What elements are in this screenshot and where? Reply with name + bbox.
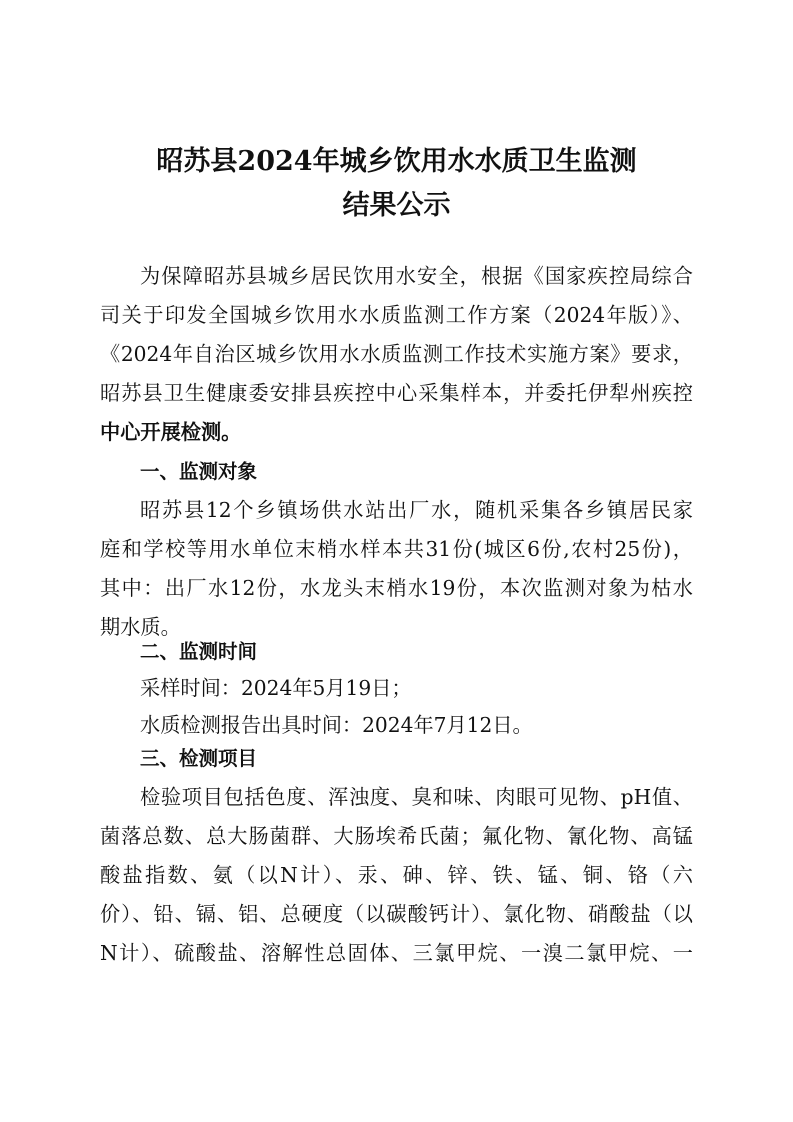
section-heading-test-items: 三、检测项目 — [140, 747, 258, 770]
object-line-2: 庭和学校等用水单位末梢水样本共31份(城区6份,农村25份)， — [100, 537, 693, 561]
intro-paragraph — [100, 257, 693, 452]
items-line-2: 菌落总数、总大肠菌群、大肠埃希氏菌；氟化物、氰化物、高锰 — [100, 824, 693, 848]
object-line-4: 期水质。 — [100, 615, 181, 639]
intro-line-1: 为保障昭苏县城乡居民饮用水安全，根据《国家疾控局综合 — [140, 264, 693, 288]
intro-line-5: 中心开展检测。 — [100, 420, 242, 444]
test-items-paragraph — [100, 778, 693, 973]
items-line-1: 检验项目包括色度、浑浊度、臭和味、肉眼可见物、pH值、 — [140, 785, 693, 809]
document-title-line2: 结果公示 — [342, 190, 451, 221]
document-title-line1: 昭苏县2024年城乡饮用水水质卫生监测 — [156, 146, 637, 177]
report-time-text: 水质检测报告出具时间：2024年7月12日。 — [140, 713, 533, 737]
object-line-1: 昭苏县12个乡镇场供水站出厂水，随机采集各乡镇居民家 — [140, 498, 693, 522]
object-line-3: 其中：出厂水12份，水龙头末梢水19份，本次监测对象为枯水 — [100, 576, 693, 600]
intro-line-3: 《2024年自治区城乡饮用水水质监测工作技术实施方案》要求， — [100, 342, 693, 366]
items-line-4: 价）、铅、镉、铝、总硬度（以碳酸钙计）、氯化物、硝酸盐（以 — [100, 902, 693, 926]
section-heading-monitoring-object: 一、监测对象 — [140, 460, 258, 483]
sampling-time-text: 采样时间：2024年5月19日； — [140, 676, 412, 700]
items-line-3: 酸盐指数、氨（以N计）、汞、砷、锌、铁、锰、铜、铬（六 — [100, 863, 693, 887]
intro-line-4: 昭苏县卫生健康委安排县疾控中心采集样本，并委托伊犁州疾控 — [100, 381, 693, 405]
section-heading-monitoring-time: 二、监测时间 — [140, 640, 258, 663]
intro-line-2: 司关于印发全国城乡饮用水水质监测工作方案（2024年版）》、 — [100, 303, 693, 327]
monitoring-object-paragraph — [100, 491, 693, 647]
items-line-5: N计）、硫酸盐、溶解性总固体、三氯甲烷、一溴二氯甲烷、一 — [100, 941, 693, 965]
